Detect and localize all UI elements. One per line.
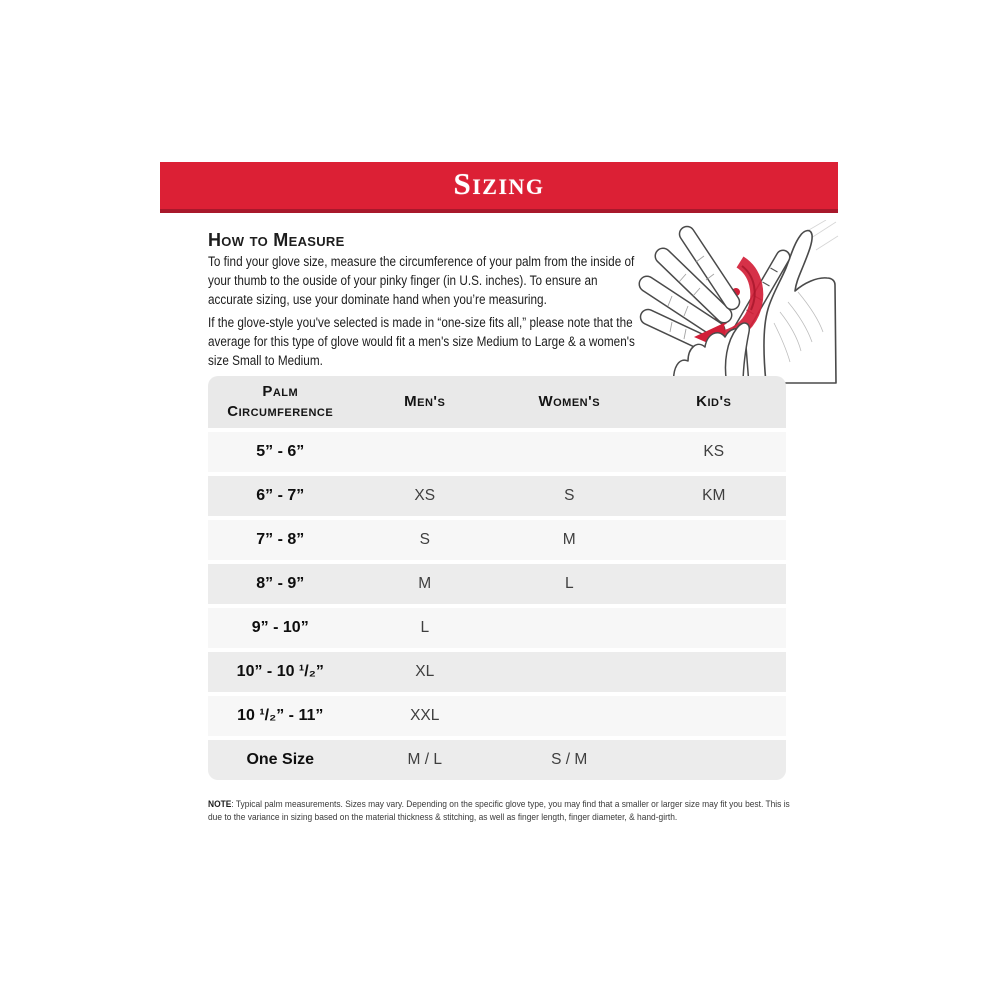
measure-instructions-paragraph: To find your glove size, measure the circumference of your palm from the inside of your thumb to the ouside of your pinky finger (in U.S. inches). To ensure an accurate sizing, use your dominate hand when you’re measuring. (208, 254, 635, 307)
mens-size-cell: M (418, 575, 432, 592)
palm-range-cell: 8” - 9” (256, 575, 305, 592)
table-row (208, 652, 786, 692)
mens-size-cell: M / L (407, 751, 442, 768)
palm-range-cell: One Size (246, 751, 315, 768)
table-row (208, 608, 786, 648)
note-label: NOTE (208, 799, 232, 810)
palm-range-cell: 7” - 8” (256, 531, 305, 548)
hand-measuring-tape-illustration (630, 220, 840, 385)
table-row (208, 564, 786, 604)
womens-size-cell: L (564, 575, 574, 592)
column-header-womens: Women's (538, 393, 601, 410)
sizing-table (208, 376, 786, 780)
table-row (208, 696, 786, 736)
table-header-row (208, 376, 786, 428)
table-row (208, 476, 786, 516)
how-to-measure-heading: How to Measure (208, 230, 345, 250)
palm-range-cell: 6” - 7” (256, 487, 305, 504)
sizing-banner (160, 162, 838, 213)
column-header-mens: Men's (404, 393, 446, 410)
table-row (208, 432, 786, 472)
column-header-palm-circumference: Palm Circumference (227, 383, 334, 420)
table-row (208, 520, 786, 560)
palm-range-cell: 10 ¹/₂” - 11” (237, 707, 324, 724)
sizing-note (208, 798, 792, 824)
palm-range-cell: 10” - 10 ¹/₂” (236, 663, 324, 680)
page-title: Sizing (453, 165, 545, 201)
mens-size-cell: S (419, 531, 430, 548)
column-header-kids: Kid's (696, 393, 732, 410)
mens-size-cell: XL (415, 663, 435, 680)
mens-size-cell: XXL (410, 707, 440, 724)
one-size-note-paragraph: If the glove-style you've selected is made in “one-size fits all,” please note that the average for this type of glove would fit a men's size Medium to Large & a women's size Small to Medium. (208, 315, 635, 368)
mens-size-cell: XS (414, 487, 436, 504)
kids-size-cell: KS (703, 443, 725, 460)
measuring-hand-outline (764, 231, 836, 383)
note-text: : Typical palm measurements. Sizes may vary. Depending on the specific glove type, you may find that a smaller or larger size may fit you best. This is due to the variance in sizing based on the material thickness & stitching, as well as finger length, finger diameter, & hand-girth. (208, 799, 790, 823)
palm-range-cell: 5” - 6” (256, 443, 305, 460)
womens-size-cell: S (564, 487, 575, 504)
womens-size-cell: S / M (551, 751, 588, 768)
kids-size-cell: KM (702, 487, 726, 504)
palm-range-cell: 9” - 10” (251, 619, 309, 636)
table-row (208, 740, 786, 780)
mens-size-cell: L (420, 619, 430, 636)
womens-size-cell: M (562, 531, 576, 548)
